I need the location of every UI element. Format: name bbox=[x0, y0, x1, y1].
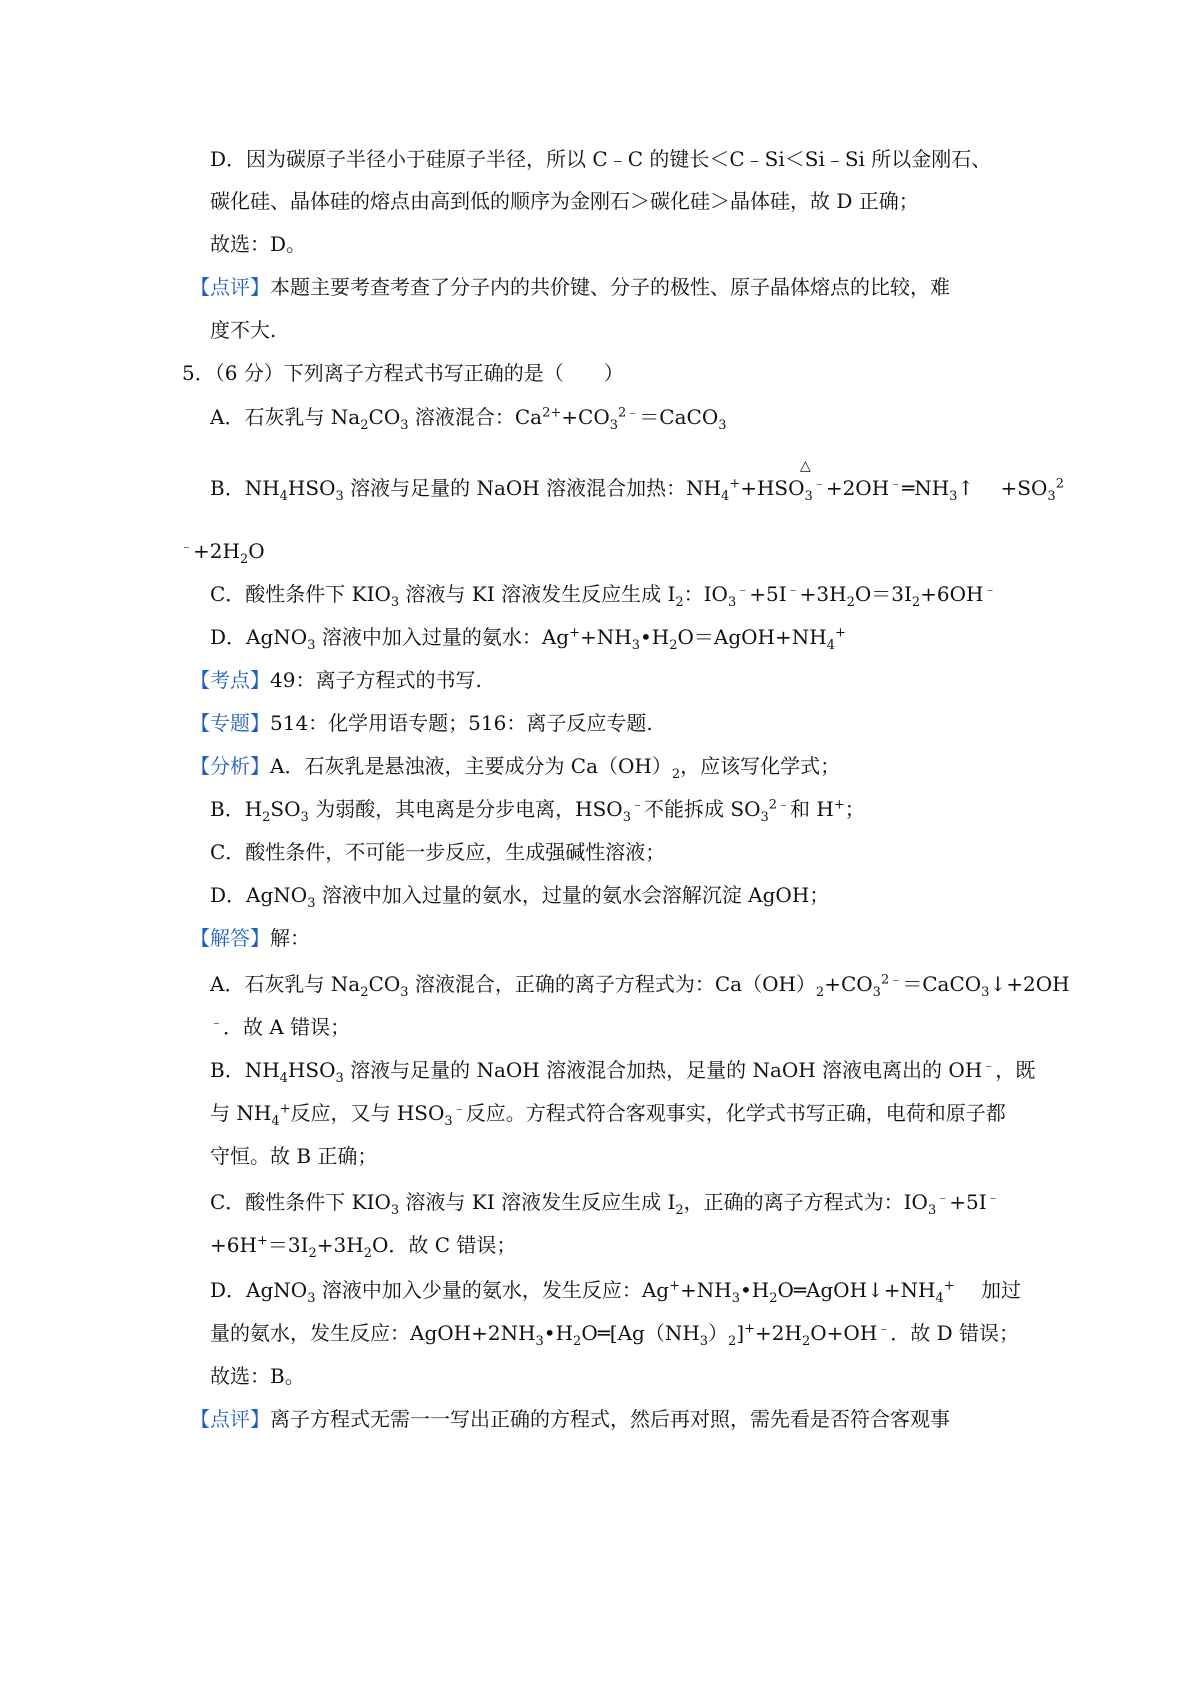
jieda-b-line3: 守恒。故 B 正确； bbox=[210, 1144, 378, 1168]
fenxi-line-a: 【分析】A．石灰乳是悬浊液，主要成分为 $Ca(OH)_2$，应该写化学式； bbox=[190, 754, 841, 782]
jieda-d-line1: D．AgNO$_3$ 溶液中加入少量的氨水，发生反应：$Ag^++NH_3•H_2O═AgOH↓+NH_4^+$ 加过 bbox=[210, 1278, 1022, 1306]
zhuanti-line: 【专题】514：化学用语专题；516：离子反应专题. bbox=[190, 711, 653, 735]
jieda-a-line2: ﹣．故 A 错误； bbox=[210, 1015, 351, 1039]
option-a: A．石灰乳与 $Na_2CO_3$ 溶液混合：$Ca^{2+}+CO_3^{2﹣}=CaCO_3$ bbox=[210, 405, 727, 433]
option-d-explanation-line1: D．因为碳原子半径小于硅原子半径，所以 C﹣C 的键长＜C﹣Si＜Si﹣Si 所以金刚石、 bbox=[210, 147, 992, 171]
fenxi-line-c: C．酸性条件，不可能一步反应，生成强碱性溶液； bbox=[210, 840, 666, 864]
kaodian-line: 【考点】49：离子方程式的书写. bbox=[190, 668, 482, 692]
jieda-b-line1: B．$NH_4HSO_3$ 溶液与足量的 NaOH 溶液混合加热，足量的 NaOH 溶液电离出的 OH﹣，既 bbox=[210, 1058, 1036, 1086]
jieda-b-line2: 与 $NH_4^+$反应，又与 $HSO_3^﹣$反应。方程式符合客观事实，化学式书写正确，电荷和原子都 bbox=[210, 1101, 1006, 1129]
answer-line: 故选：D。 bbox=[210, 232, 307, 256]
heat-triangle-icon: △ bbox=[800, 458, 811, 474]
jieda-answer-line: 故选：B。 bbox=[210, 1364, 305, 1388]
option-c: C．酸性条件下 $KIO_3$ 溶液与 KI 溶液发生反应生成 $I_2$：$IO_3^﹣+5I^﹣+3H_2O=3I_2+6OH^﹣$ bbox=[210, 582, 997, 610]
option-d-explanation-line2: 碳化硅、晶体硅的熔点由高到低的顺序为金刚石＞碳化硅＞晶体硅，故 D 正确； bbox=[210, 189, 919, 213]
option-b-line1: B．$NH_4HSO_3$ 溶液与足量的 NaOH 溶液混合加热：$NH_4^++HSO_3^﹣+2OH^﹣═NH_3↑$ $+SO_3^2$ bbox=[210, 476, 1064, 504]
fenxi-line-b: B．$H_2SO_3$ 为弱酸，其电离是分步电离，$HSO_3^﹣$不能拆成 $SO_3^{2﹣}$和 H+； bbox=[210, 797, 865, 825]
dianping-line: 【点评】离子方程式无需一一写出正确的方程式，然后再对照，需先看是否符合客观事 bbox=[190, 1407, 950, 1431]
jieda-line: 【解答】解： bbox=[190, 926, 310, 950]
comment-text: 本题主要考查考查了分子内的共价键、分子的极性、原子晶体熔点的比较，难 bbox=[270, 275, 950, 299]
jieda-c-line2: $+6H^+=3I_2+3H_2O$．故 C 错误； bbox=[210, 1233, 517, 1261]
option-d: D．AgNO$_3$ 溶液中加入过量的氨水：$Ag^++NH_3•H_2O=AgOH+NH_4^+$ bbox=[210, 625, 846, 653]
fenxi-line-d: D．AgNO$_3$ 溶液中加入过量的氨水，过量的氨水会溶解沉淀 AgOH； bbox=[210, 883, 830, 911]
jieda-a-line1: A．石灰乳与 $Na_2CO_3$ 溶液混合，正确的离子方程式为：$Ca(OH)_2+CO_3^{2﹣}=CaCO_3↓+2OH$ bbox=[210, 972, 1070, 1000]
jieda-d-line2: 量的氨水，发生反应：$AgOH+2NH_3•H_2O═[Ag(NH_3)_2]^++2H_2O+OH^﹣$．故 D 错误； bbox=[210, 1321, 1020, 1349]
comment-line2: 度不大. bbox=[210, 318, 277, 342]
comment-line1 bbox=[190, 273, 950, 301]
option-b-line2: $^﹣+2H_2O$ bbox=[180, 539, 265, 567]
comment-tag: 【点评】 bbox=[190, 275, 270, 299]
jieda-c-line1: C．酸性条件下 $KIO_3$ 溶液与 KI 溶液发生反应生成 $I_2$，正确的离子方程式为：$IO_3^﹣+5I^﹣$ bbox=[210, 1190, 1000, 1218]
question-5-stem: 5．（6 分）下列离子方程式书写正确的是（ ） bbox=[182, 361, 624, 385]
